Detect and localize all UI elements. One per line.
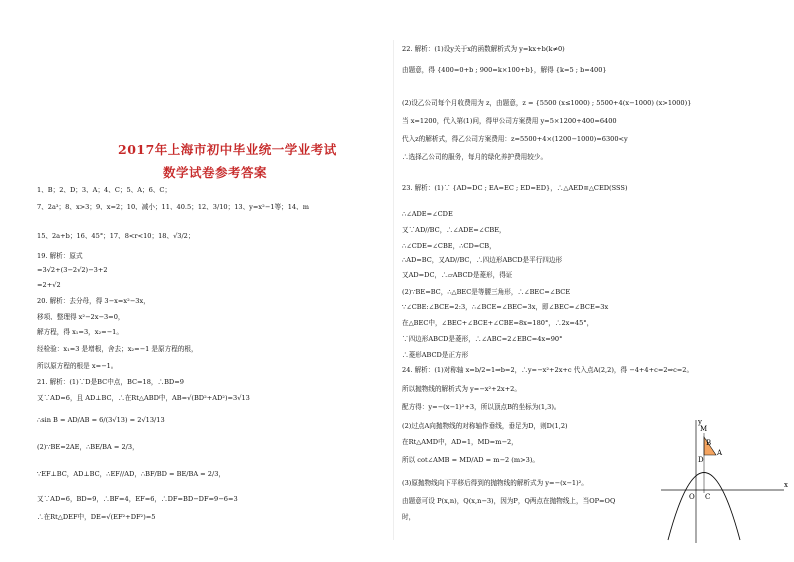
- answer-line: 又AD=DC，∴▱ABCD是菱形，得证: [402, 271, 513, 279]
- answer-line: ∵∠CBE:∠BCE=2:3，∴∠BCE=∠BEC=3x，即∠BEC=∠BCE=3x: [402, 303, 609, 311]
- answer-line: ∴∠ADE=∠CDE: [402, 210, 453, 218]
- answer-line: 15、2a+b；16、45°；17、8<r<10；18、√3/2；: [37, 232, 195, 240]
- answer-line: (2)过点A向抛物线的对称轴作垂线，垂足为D，则D(1,2): [402, 422, 568, 430]
- answer-line: 19. 解析：原式: [37, 252, 83, 260]
- answer-line: 经检验：x₁=3 是增根，舍去；x₂=−1 是原方程的根，: [37, 345, 198, 353]
- label-y: y: [698, 418, 702, 426]
- document-title: 2017年上海市初中毕业统一学业考试: [118, 142, 337, 157]
- answer-line: =3√2+(3−2√2)−3+2: [37, 266, 108, 274]
- label-a: A: [717, 449, 723, 457]
- answer-line: =2+√2: [37, 281, 61, 289]
- document-subtitle: 数学试卷参考答案: [163, 165, 268, 180]
- answer-line: ∴菱形ABCD是正方形: [402, 351, 469, 359]
- answer-line: 解方程，得 x₁=3，x₂=−1。: [37, 328, 123, 336]
- answer-line: 在Rt△AMD中，AD=1，MD=m−2，: [402, 438, 518, 446]
- answer-line: 在△BEC中，∠BEC+∠BCE+∠CBE=8x=180°，∴2x=45°，: [402, 319, 594, 327]
- right-column: [398, 0, 794, 562]
- answer-line: 22. 解析：(1)设y关于x的函数解析式为 y=kx+b(k≠0): [402, 45, 565, 53]
- answer-line: (2)设乙公司每个月收费用为 z，由题意，z = {5500 (x≤1000) ; 5500+4(x−1000) (x>1000)}: [402, 99, 692, 107]
- answer-line: 所以原方程的根是 x=−1。: [37, 362, 118, 370]
- answer-line: 所以 cot∠AMB = MD/AD = m−2 (m>3)。: [402, 456, 540, 464]
- label-d: D: [698, 456, 704, 464]
- answer-line: 所以抛物线的解析式为 y=−x²+2x+2。: [402, 385, 521, 393]
- answer-line: ∴∠CDE=∠CBE，∴CD=CB，: [402, 242, 496, 250]
- answer-line: (2)∵BE=2AE，∴BE/BA = 2/3，: [37, 443, 139, 451]
- answer-line: 24. 解析：(1)对称轴 x=b/2=1⇒b=2，∴y=−x²+2x+c 代入点A(2,2)，得 −4+4+c=2⇒c=2。: [402, 366, 694, 374]
- answer-line: ∵四边形ABCD是菱形，∴∠ABC=2∠EBC=4x=90°: [402, 335, 563, 343]
- answer-line: 1、B；2、D；3、A；4、C；5、A；6、C；: [37, 186, 172, 194]
- answer-line: 7、2a³；8、x>3；9、x=2；10、减小；11、40.5；12、3/10；13、y=x²−1等；14、m: [37, 203, 309, 211]
- answer-line: 时，: [402, 513, 416, 521]
- answer-line: 又∵AD//BC，∴∠ADE=∠CBE，: [402, 226, 506, 234]
- answer-line: ∴AD=BC，又AD//BC，∴四边形ABCD是平行四边形: [402, 256, 563, 264]
- answer-line: ∴在Rt△DEF中，DE=√(EF²+DF²)=5: [37, 513, 156, 521]
- label-b: B: [706, 439, 712, 447]
- answer-line: ∵EF⊥BC，AD⊥BC，∴EF//AD，∴BF/BD = BE/BA = 2/3，: [37, 470, 226, 478]
- label-o: O: [689, 493, 695, 501]
- label-x: x: [784, 481, 788, 489]
- answer-line: 21. 解析：(1)∵D是BC中点，BC=18，∴BD=9: [37, 378, 184, 386]
- left-column: [0, 0, 390, 562]
- answer-line: 当 x=1200，代入第(1)问，得甲公司方案费用 y=5×1200+400=6400: [402, 117, 617, 125]
- answer-line: 又∵AD=6，且 AD⊥BC，∴在Rt△ABD中，AB=√(BD²+AD²)=3√13: [37, 394, 250, 402]
- answer-line: ∴选择乙公司的服务，每月的绿化养护费用较少。: [402, 153, 548, 161]
- answer-line: 由题意，得 {400=0+b ; 900=k×100+b}，解得 {k=5 ; b=400}: [402, 66, 607, 74]
- answer-line: (2)∵BE=BC，∴△BEC是等腰三角形，∴∠BEC=∠BCE: [402, 288, 571, 296]
- label-m: M: [700, 425, 708, 433]
- answer-line: 20. 解析：去分母，得 3−x=x²−3x，: [37, 297, 150, 305]
- column-divider: [393, 40, 394, 540]
- label-c: C: [705, 493, 711, 501]
- answer-line: 配方得：y=−(x−1)²+3，所以顶点B的坐标为(1,3)。: [402, 403, 561, 411]
- answer-line: 代入z的解析式，得乙公司方案费用：z=5500+4×(1200−1000)=6300<y: [402, 135, 628, 143]
- parabola-figure: [656, 415, 792, 545]
- answer-line: 又∵AD=6，BD=9，∴BF=4，EF=6，∴DF=BD−DF=9−6=3: [37, 495, 238, 503]
- answer-line: 移项、整理得 x²−2x−3=0，: [37, 313, 125, 321]
- answer-line: ∴sin B = AD/AB = 6/(3√13) = 2√13/13: [37, 416, 165, 424]
- answer-line: 23. 解析：(1)∵ {AD=DC ; EA=EC ; ED=ED}，∴△AED≅△CED(SSS): [402, 184, 628, 192]
- answer-line: (3)原抛物线向下平移后得到的抛物线的解析式为 y=−(x−1)²。: [402, 479, 588, 487]
- answer-line: 由题意可设 P(x,n)，Q(x,n−3)，因为P，Q两点在抛物线上，当OP=OQ: [402, 497, 616, 505]
